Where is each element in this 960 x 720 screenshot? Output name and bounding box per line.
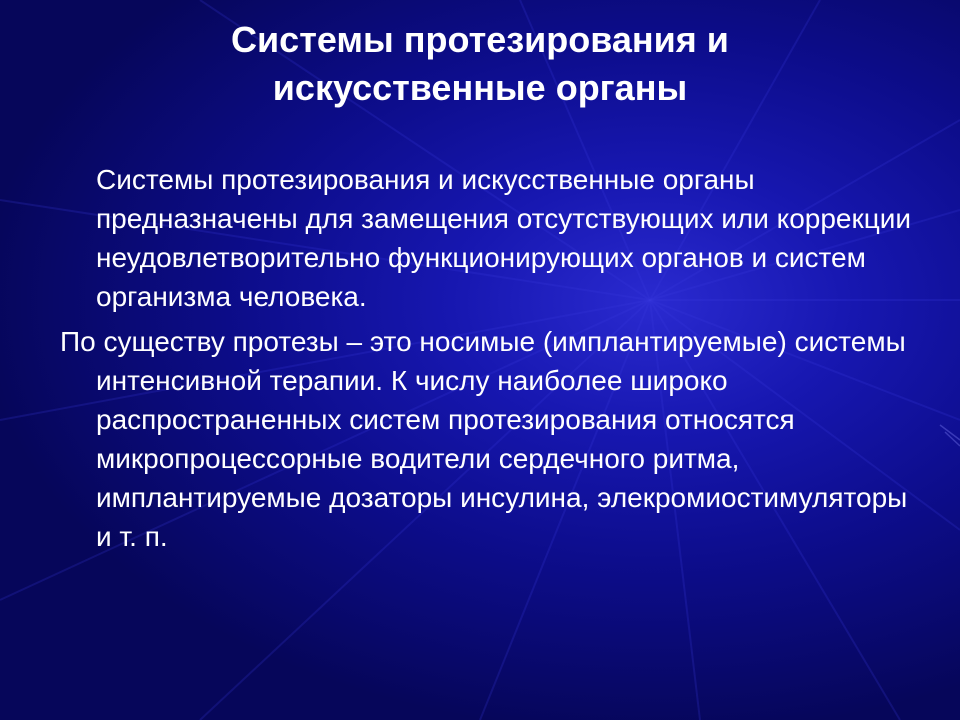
slide-body [60, 160, 920, 556]
paragraph-examples: По существу протезы – это носимые (имплантируемые) системы интенсивной терапии. К числу наиболее широко распространенных систем протезирования относятся микропроцессорные водители сердечного ритма, имплантируемые дозаторы инсулина, элекромиостимуляторы и т. п. [60, 326, 908, 552]
slide-title: Системы протезирования и искусственные органы [231, 19, 729, 108]
paragraph-definition: Системы протезирования и искусственные органы предназначены для замещения отсутствующих или коррекции неудовлетворительно функционирующих органов и систем организма человека. [96, 164, 912, 312]
